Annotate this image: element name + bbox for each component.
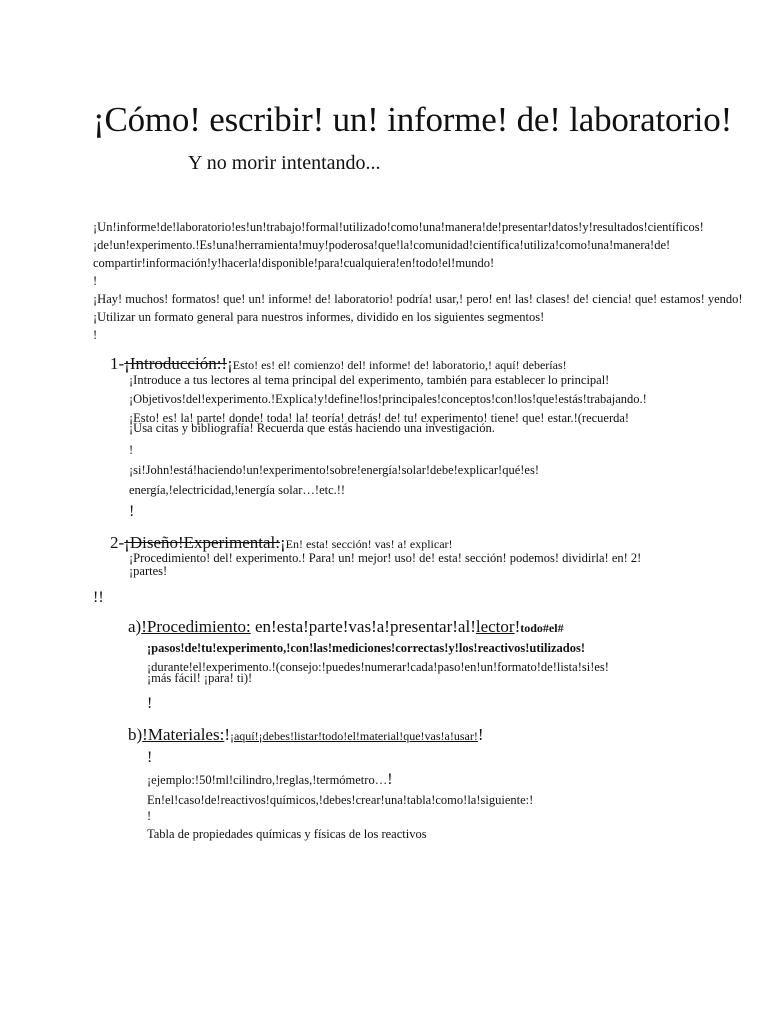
section1-line: ¡Esto! es! la! parte! donde! toda! la! teoría! detrás! de! tu! experimento! tiene! que! estar.!(recuerda! [129, 411, 630, 425]
section1-number: 1- [110, 354, 125, 373]
sub-a-rest: en!esta!parte!vas!a!presentar!al! [250, 617, 476, 636]
sub-b-title: !Materiales: [142, 725, 225, 744]
section2-line: ¡Procedimiento! del! experimento.! Para! un! mejor! uso! de! esta! sección! podemos! dividirla! en! 2! [129, 551, 642, 565]
intro-line: ¡Utilizar un formato general para nuestros informes, dividido en los siguientes segmentos! [93, 310, 545, 324]
sub-b-body [147, 750, 533, 842]
intro-line: ¡Hay! muchos! formatos! que! un! informe! de! laboratorio! podría! usar,! pero! en! las! clases! de! ciencia! que! estamos! yendo! [93, 292, 743, 306]
section2-lead: En! esta! sección! vas! a! explicar! [285, 537, 453, 551]
sub-b-example: ¡ejemplo:!50!ml!cilindro,!reglas,!termómetro… [147, 773, 388, 787]
intro-line: ! [93, 274, 98, 288]
section1-line: energía,!electricidad,!energía solar…!etc.!! [129, 483, 346, 497]
intro-line: ¡Un!informe!de!laboratorio!es!un!trabajo!formal!utilizado!como!una!manera!de!presentar!datos!y!resultados!científicos! [93, 220, 704, 234]
section1-line: ¡Usa citas y bibliografía! Recuerda que estás haciendo una investigación. [129, 421, 495, 435]
sub-a-line: ¡durante!el!experimento.!(consejo:!puedes!numerar!cada!paso!en!un!formato!de!lista!si!es! [147, 660, 609, 674]
sub-b-line-example [147, 772, 533, 788]
sub-b-lead: ¡aquí!¡debes!listar!todo!el!material!que!vas!a!usar! [229, 729, 478, 743]
sub-a-rest-end: ! [514, 617, 521, 636]
section1-title: ¡Introducción:! [124, 354, 228, 373]
sub-a-underlined: lector [475, 617, 515, 636]
sub-a-tail: todo#el# [520, 621, 564, 635]
section2-title: ¡Diseño!Experimental: [124, 533, 280, 552]
sub-b-lead-end: ! [477, 725, 484, 744]
section1-body [129, 372, 647, 520]
intro-line: ! [93, 328, 98, 342]
section1-heading [110, 354, 567, 374]
sub-a-line: ! [147, 695, 153, 712]
section1-line: ¡si!John!está!haciendo!un!experimento!sobre!energía!solar!debe!explicar!qué!es! [129, 463, 539, 477]
section2-title-tail: ¡ [279, 533, 286, 552]
section1-line: ¡Objetivos!del!experimento.!Explica!y!define!los!principales!conceptos!con!los!que!estás!trabajando.! [129, 392, 647, 406]
sub-b-line: En!el!caso!de!reactivos!químicos,!debes!crear!una!tabla!como!la!siguiente:! [147, 793, 534, 807]
section1-title-tail: ¡ [227, 354, 233, 373]
sub-b-table-caption: Tabla de propiedades químicas y físicas de los reactivos [147, 827, 427, 841]
sub-b-line: ! [147, 749, 153, 766]
intro-line: ¡de!un!experimento.!Es!una!herramienta!muy!poderosa!que!la!comunidad!científica!utiliza!como!una!manera!de! [93, 238, 671, 252]
sub-b-example-end: ! [387, 771, 393, 788]
sub-a-label: a) [128, 617, 142, 636]
sub-a-line: ¡pasos!de!tu!experimento,!con!las!mediciones!correctas!y!los!reactivos!utilizados! [147, 641, 585, 655]
sub-b-heading [128, 725, 484, 745]
section2-line: ¡partes! [129, 564, 168, 578]
sub-b-line: ! [147, 809, 152, 823]
section1-line: ¡Introduce a tus lectores al tema principal del experimento, también para establecer lo principal! [129, 373, 610, 387]
sub-b-rest: ! [224, 725, 230, 744]
intro-line: compartir!información!y!hacerla!disponible!para!cualquiera!en!todo!el!mundo! [93, 256, 495, 270]
section2-number: 2- [110, 533, 125, 552]
sub-a-body [147, 640, 609, 712]
sub-a-heading [128, 617, 564, 637]
document-subtitle: Y no morir intentando... [188, 152, 381, 174]
section2-gap-mark: !! [93, 589, 104, 606]
document-title: ¡Cómo! escribir! un! informe! de! laboratorio! [93, 100, 733, 139]
section2-body [129, 550, 641, 579]
sub-b-label: b) [128, 725, 143, 744]
section1-line: ! [129, 503, 135, 520]
sub-a-title: !Procedimiento: [141, 617, 251, 636]
section1-lead: Esto! es! el! comienzo! del! informe! de! laboratorio,! aquí! deberías! [232, 358, 567, 372]
sub-a-line: ¡más fácil! ¡para! ti)! [147, 671, 253, 685]
section1-line: ! [129, 443, 134, 457]
intro-block [93, 218, 743, 344]
